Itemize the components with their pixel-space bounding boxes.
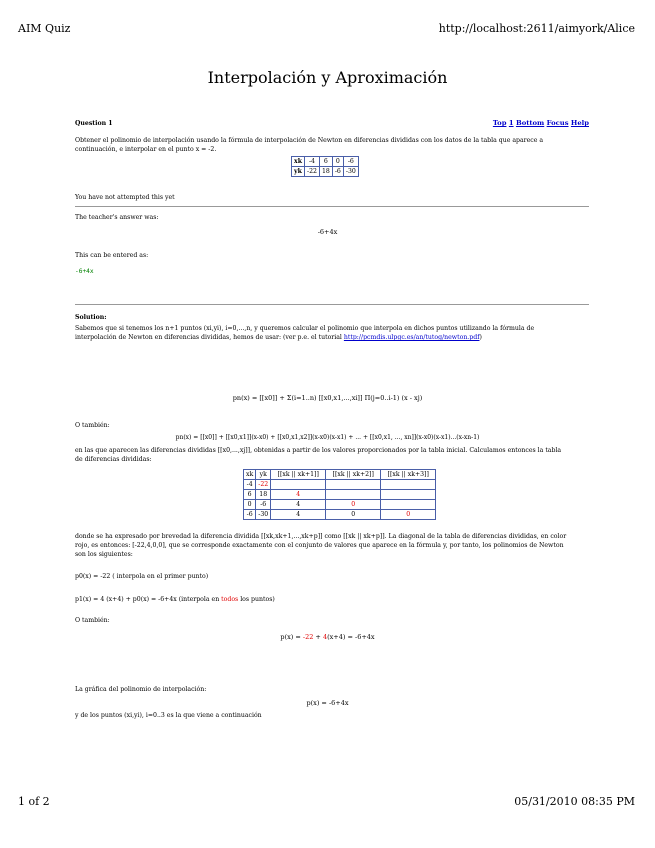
link-close: ): [479, 334, 482, 341]
solution-para2: donde se ha expresado por brevedad la diferencia dividida [[xk,xk+1,...,xk+p]] como [[xk || xk+p]]. La diagonal de la tabla de diferencias divididas, en color rojo, es entonces: [-22,4,0,0], que se corresponde exactamente con el conjunto de valores que aparece en la fórmula y, por tanto, los polinomios de Newton son los siguientes:: [75, 533, 567, 558]
table-cell: 6: [244, 490, 256, 500]
divider: [75, 304, 589, 305]
table-cell: -30: [343, 167, 358, 177]
table-header: [[xk || xk+1]]: [271, 470, 326, 480]
teacher-answer-label: The teacher's answer was:: [75, 214, 159, 221]
table-cell: -22: [256, 480, 271, 490]
table-cell: -4: [304, 157, 319, 167]
table-cell: 0: [326, 500, 381, 510]
final-mid: +: [313, 633, 323, 641]
grafica-formula: p(x) = -6+4x: [306, 699, 349, 707]
intro-text: Sabemos que si tenemos los n+1 puntos (xi,yi), i=0,...,n, y queremos calcular el polinomio que interpola en dichos puntos utilizando la fórmula de interpolación de Newton en diferencias divididas, hemos de usar: (ver p.e. el tutorial: [75, 325, 535, 341]
entered-as-value: -6+4x: [75, 268, 94, 275]
question-nav: [493, 119, 589, 127]
final-red-2: 4: [322, 633, 328, 641]
nav-bottom-link[interactable]: Bottom: [515, 119, 545, 127]
page-title: Interpolación y Aproximación: [207, 68, 448, 87]
p1-formula: [75, 595, 575, 604]
table-header: xk: [292, 157, 305, 167]
teacher-answer: -6+4x: [317, 228, 338, 236]
newton-formula-sum: pn(x) = [[x0]] + Σ(i=1..n) [[x0,x1,...,xi]] Π(j=0..i-1) (x - xj): [232, 394, 423, 402]
table-cell: -30: [256, 510, 271, 520]
table-cell: -6: [343, 157, 358, 167]
solution-intro: [75, 324, 565, 342]
table-cell: [381, 490, 436, 500]
final-polynomial: [0, 633, 655, 641]
tutorial-link[interactable]: http://pcmdis.ulpgc.es/an/tutog/newton.pdf: [343, 334, 480, 341]
table-cell: 6: [319, 157, 332, 167]
table-cell: 0: [381, 510, 436, 520]
solution-label: Solution:: [75, 314, 107, 321]
table-cell: -4: [244, 480, 256, 490]
final-b: (x+4) = -6+4x: [327, 633, 375, 641]
p0-formula: p0(x) = -22 ( interpola en el primer punto): [75, 573, 209, 580]
question-label: Question 1: [75, 120, 113, 127]
o-tambien-1: O también:: [75, 422, 110, 429]
table-cell: 0: [332, 157, 343, 167]
app-title: AIM Quiz: [18, 22, 71, 35]
table-header: [[xk || xk+2]]: [326, 470, 381, 480]
table-cell: [381, 480, 436, 490]
page-count: 1 of 2: [18, 795, 50, 808]
question-text: Obtener el polinomio de interpolación usando la fórmula de interpolación de Newton en diferencias divididas con los datos de la tabla que aparece a continuación, e interpolar en el punto x = -2.: [75, 137, 544, 153]
page-url: http://localhost:2611/aimyork/Alice: [438, 22, 635, 35]
p1-text-a: p1(x) = 4 (x+4) + p0(x) = -6+4x (interpola en: [75, 596, 222, 603]
divider: [75, 206, 589, 207]
table-header: yk: [292, 167, 305, 177]
table-cell: 18: [256, 490, 271, 500]
table-cell: 4: [271, 510, 326, 520]
table-cell: [326, 480, 381, 490]
table-cell: 18: [319, 167, 332, 177]
table-header: xk: [244, 470, 256, 480]
table-cell: -6: [256, 500, 271, 510]
final-red-1: -22: [302, 633, 314, 641]
table-cell: 4: [271, 500, 326, 510]
table-header: [[xk || xk+3]]: [381, 470, 436, 480]
solution-para1: en las que aparecen las diferencias divididas [[x0,...,xj]], obtenidas a partir de los valores proporcionados por la tabla inicial. Calculamos entonces la tabla de diferencias divididas:: [75, 447, 562, 463]
attempt-status: You have not attempted this yet: [75, 194, 175, 201]
table-cell: -22: [304, 167, 319, 177]
p1-text-b: los puntos): [238, 596, 275, 603]
table-cell: [271, 480, 326, 490]
grafica-label: La gráfica del polinomio de interpolación:: [75, 686, 207, 693]
table-cell: 4: [271, 490, 326, 500]
entered-as-label: This can be entered as:: [75, 252, 149, 259]
question-data-table: [291, 156, 359, 177]
divided-differences-table: [243, 469, 436, 520]
nav-1-link[interactable]: 1: [508, 119, 514, 127]
table-cell: 0: [326, 510, 381, 520]
puntos-text: y de los puntos (xi,yi), i=0..3 es la que viene a continuación: [75, 712, 262, 719]
o-tambien-2: O también:: [75, 617, 110, 624]
table-cell: [326, 490, 381, 500]
nav-help-link[interactable]: Help: [570, 119, 589, 127]
newton-formula-expanded: pn(x) = [[x0]] + [[x0,x1]](x-x0) + [[x0,x1,x2]](x-x0)(x-x1) + ... + [[x0,x1, ..., xn]](x-x0)(x-x1)...(x-xn-1): [175, 434, 480, 441]
table-cell: -6: [244, 510, 256, 520]
nav-focus-link[interactable]: Focus: [546, 119, 569, 127]
table-cell: [381, 500, 436, 510]
nav-top-link[interactable]: Top: [492, 119, 507, 127]
table-cell: -6: [332, 167, 343, 177]
table-header: yk: [256, 470, 271, 480]
p1-todos: todos: [221, 596, 239, 603]
print-datetime: 05/31/2010 08:35 PM: [514, 795, 635, 808]
final-a: p(x) =: [280, 633, 303, 641]
table-cell: 0: [244, 500, 256, 510]
